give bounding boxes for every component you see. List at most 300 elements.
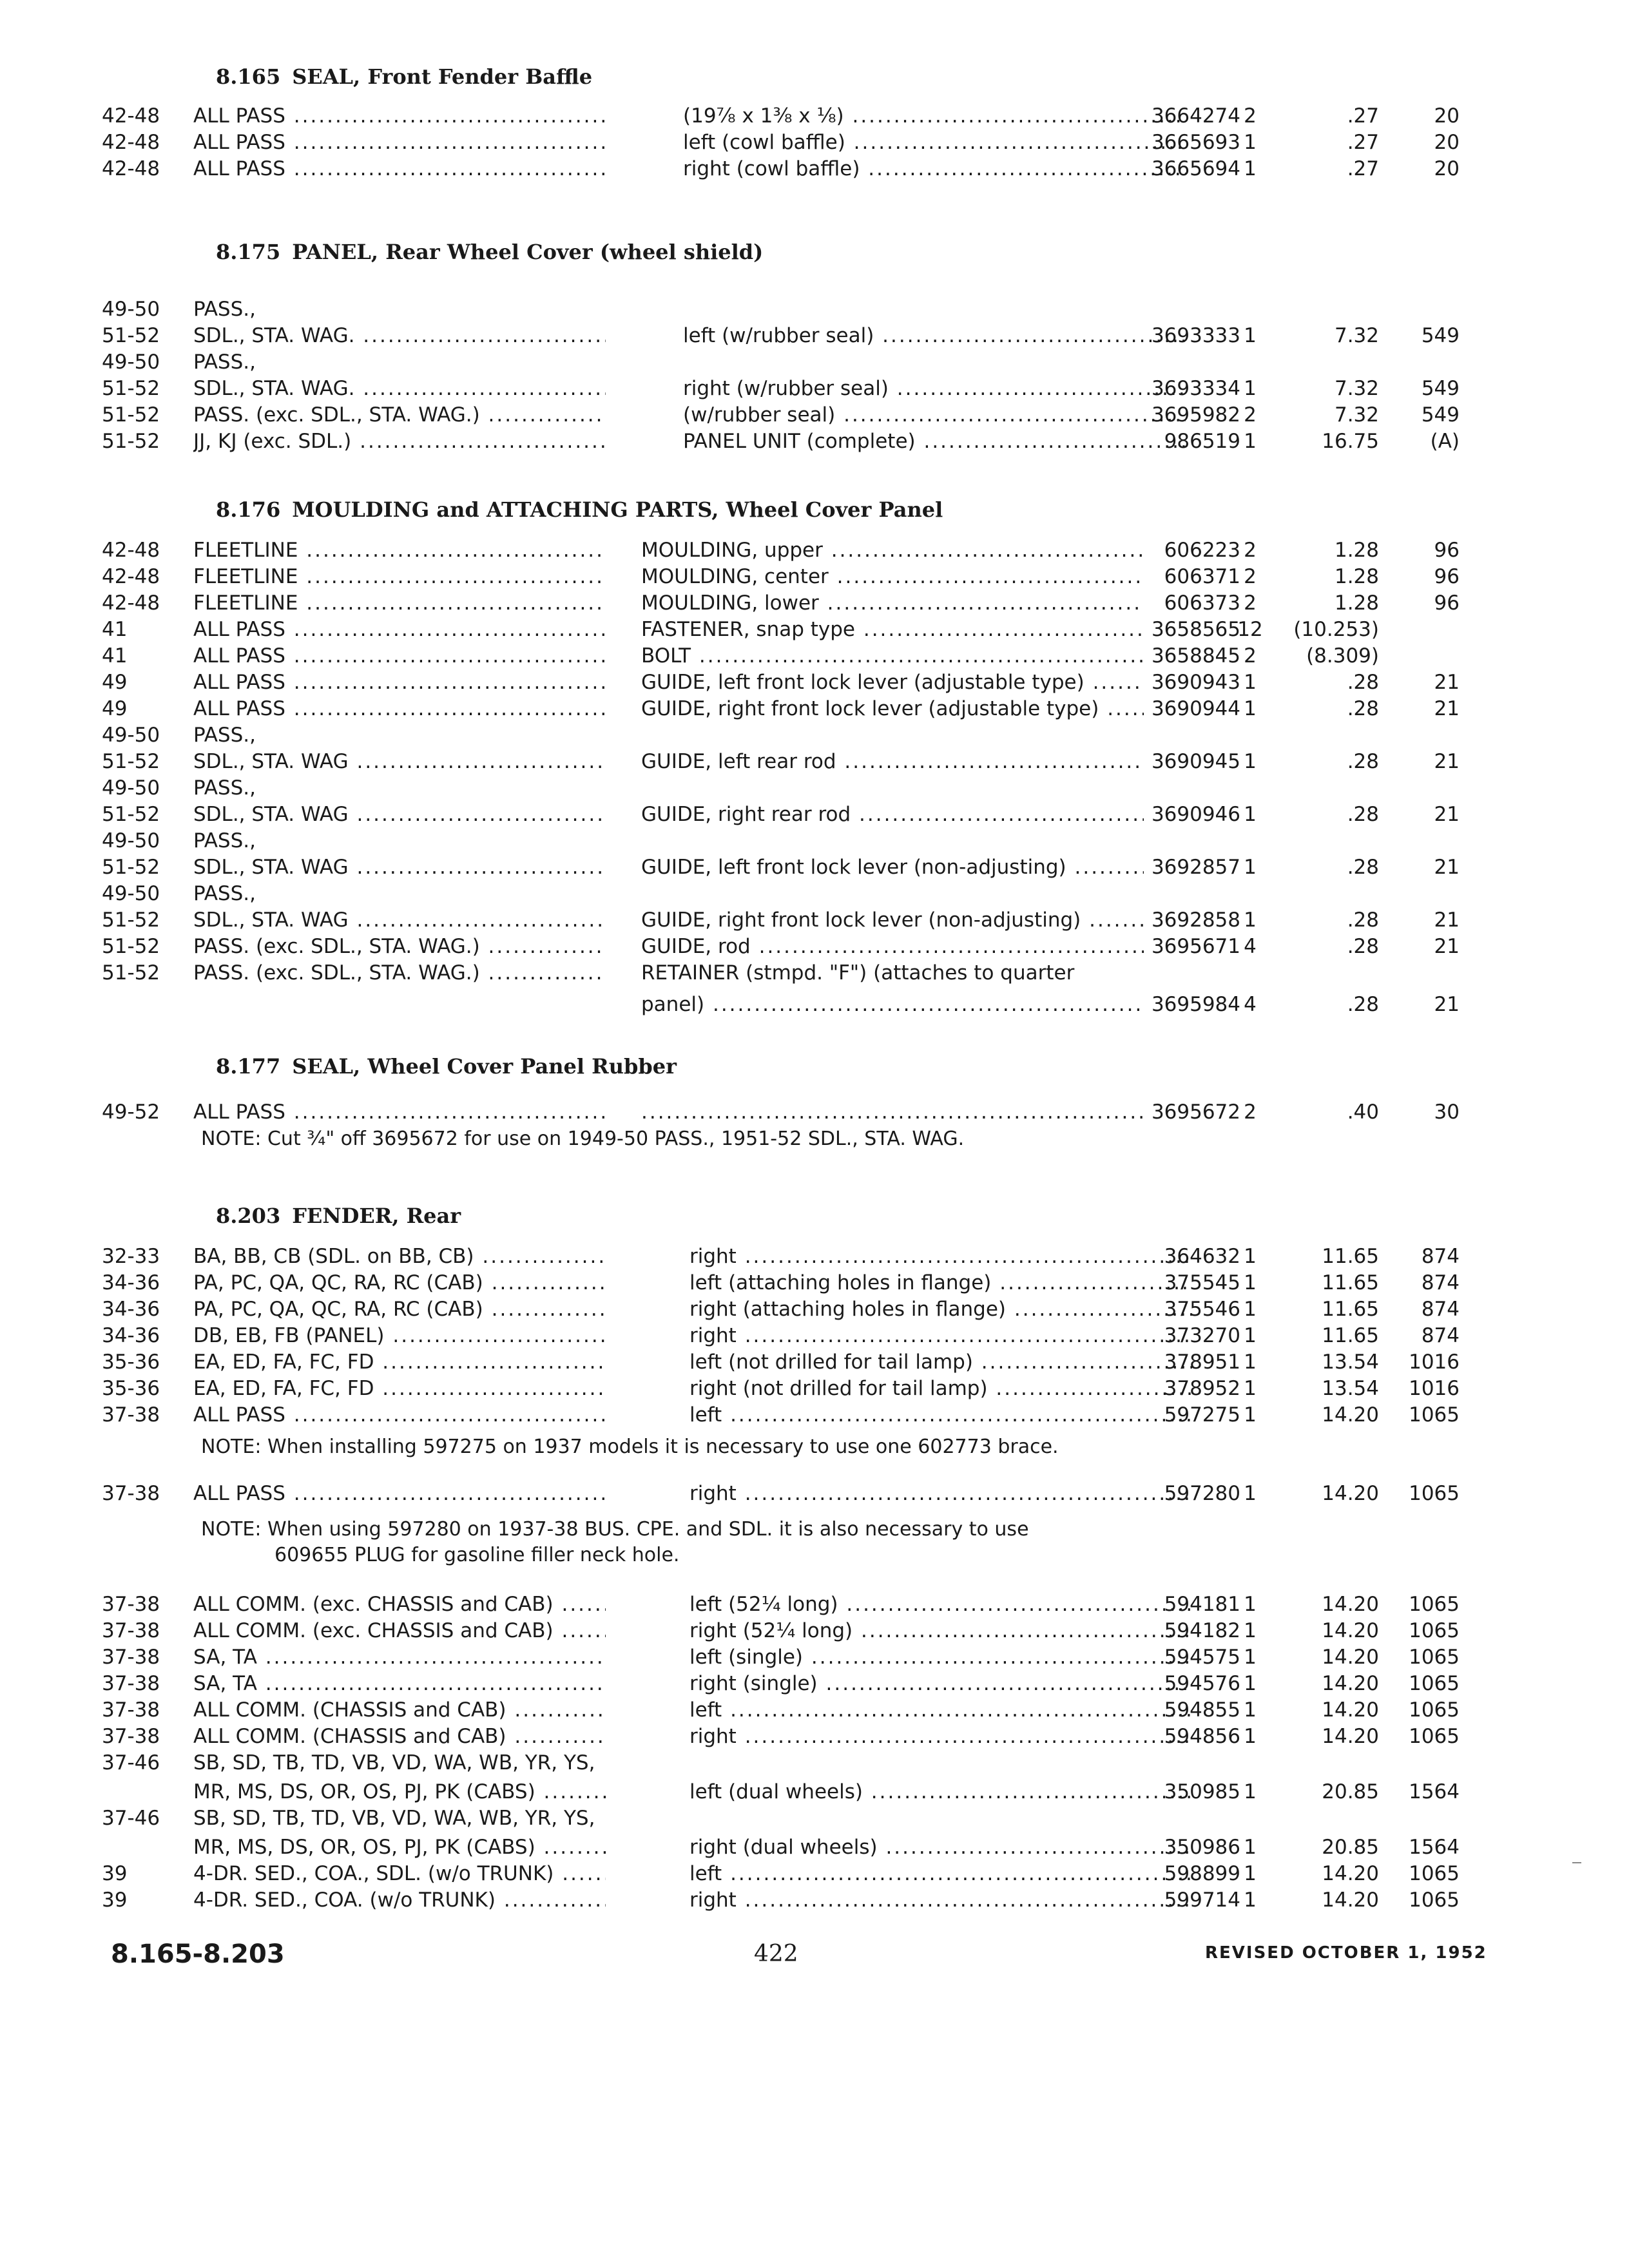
- quantity-cell: [1234, 854, 1266, 880]
- model-cell: [193, 590, 606, 616]
- price-cell-text: 7.32: [1334, 377, 1379, 400]
- part-number-cell: [1108, 907, 1240, 933]
- quantity-cell-text: 1: [1244, 324, 1257, 347]
- model-cell-text: MR, MS, DS, OR, OS, PJ, PK (CABS): [193, 1836, 535, 1859]
- year-cell: [102, 402, 186, 428]
- table-row: [0, 1376, 1629, 1401]
- year-cell-text: 34-36: [102, 1324, 160, 1347]
- part-number-cell: [1108, 1481, 1240, 1506]
- description-cell-text: panel): [641, 993, 705, 1016]
- dot-leader: [829, 565, 1144, 588]
- group-number-cell: [1385, 1697, 1460, 1723]
- price-cell: [1263, 669, 1379, 695]
- description-cell-text: right (not drilled for tail lamp): [689, 1377, 988, 1400]
- price-cell-text: .27: [1347, 157, 1379, 180]
- part-number-cell: [1108, 564, 1240, 590]
- year-cell-text: 51-52: [102, 935, 160, 958]
- year-cell-text: 42-48: [102, 565, 160, 588]
- description-cell-text: right (52¼ long): [689, 1619, 853, 1642]
- price-cell: [1263, 907, 1379, 933]
- model-cell-text: ALL PASS: [193, 671, 285, 694]
- year-cell: [102, 669, 186, 695]
- description-cell-text: left: [689, 1862, 722, 1885]
- model-cell: [193, 1697, 606, 1723]
- year-cell: [102, 1591, 186, 1617]
- part-number-cell: [1108, 1402, 1240, 1428]
- table-row: [0, 1591, 1629, 1617]
- group-number-cell: [1385, 376, 1460, 401]
- group-number-cell: [1385, 537, 1460, 563]
- model-cell: [193, 934, 606, 959]
- group-number-cell-text: 96: [1434, 565, 1460, 588]
- model-cell-text: ALL PASS: [193, 697, 285, 720]
- year-cell-text: 49-50: [102, 351, 160, 374]
- price-cell-text: 20.85: [1322, 1836, 1379, 1859]
- model-cell: [193, 1834, 606, 1860]
- note-8-177: NOTE: Cut ¾" off 3695672 for use on 1949-50 PASS., 1951-52 SDL., STA. WAG.: [201, 1128, 965, 1150]
- part-number-cell: [1108, 1296, 1240, 1322]
- model-cell: [193, 907, 606, 933]
- year-cell-text: 42-48: [102, 157, 160, 180]
- group-number-cell-text: 21: [1434, 697, 1460, 720]
- quantity-cell: [1234, 376, 1266, 401]
- year-cell-text: 37-38: [102, 1482, 160, 1505]
- part-number-cell: [1108, 1349, 1240, 1375]
- model-cell-text: ALL PASS: [193, 157, 285, 180]
- price-cell-text: 14.20: [1322, 1646, 1379, 1669]
- price-cell-text: 7.32: [1334, 403, 1379, 427]
- year-cell-text: 51-52: [102, 908, 160, 932]
- part-number-cell-text: 3692858: [1151, 908, 1240, 932]
- price-cell-text: .28: [1347, 697, 1379, 720]
- stray-ink-mark: [1572, 1862, 1581, 1863]
- year-cell: [102, 775, 186, 801]
- model-cell-text: JJ, KJ (exc. SDL.): [193, 430, 352, 453]
- description-cell-text: GUIDE, right rear rod: [641, 803, 851, 826]
- table-row: [0, 1481, 1629, 1506]
- description-cell: [641, 749, 1144, 774]
- description-cell-text: MOULDING, center: [641, 565, 829, 588]
- year-cell-text: 37-38: [102, 1646, 160, 1669]
- year-cell: [102, 907, 186, 933]
- description-cell-text: GUIDE, right front lock lever (non-adjusting): [641, 908, 1081, 932]
- table-row: [0, 1805, 1629, 1831]
- price-cell: [1263, 156, 1379, 182]
- dot-leader: [641, 1100, 1144, 1124]
- dot-leader: [554, 1862, 606, 1885]
- table-row: [0, 1834, 1629, 1860]
- year-cell: [102, 1861, 186, 1887]
- model-cell: [193, 881, 606, 907]
- description-cell-text: right (attaching holes in flange): [689, 1298, 1007, 1321]
- quantity-cell: [1234, 1099, 1266, 1125]
- price-cell-text: 13.54: [1322, 1377, 1379, 1400]
- section-heading-8-203: 8.203 FENDER, Rear: [216, 1204, 461, 1228]
- quantity-cell: [1234, 130, 1266, 155]
- dot-leader: [349, 803, 606, 826]
- quantity-cell: [1234, 590, 1266, 616]
- group-number-cell: [1385, 1861, 1460, 1887]
- group-number-cell: [1385, 1323, 1460, 1349]
- group-number-cell-text: 874: [1421, 1245, 1460, 1268]
- description-cell-text: MOULDING, lower: [641, 591, 819, 615]
- dot-leader: [554, 1593, 606, 1616]
- model-cell-text: PASS.,: [193, 829, 256, 852]
- part-number-cell-text: 378952: [1164, 1377, 1240, 1400]
- model-cell: [193, 1779, 606, 1805]
- price-cell: [1263, 1376, 1379, 1401]
- part-number-cell-text: 3695982: [1151, 403, 1240, 427]
- model-cell: [193, 960, 606, 986]
- quantity-cell: [1234, 1834, 1266, 1860]
- description-cell: [641, 617, 1144, 642]
- year-cell: [102, 590, 186, 616]
- price-cell: [1263, 934, 1379, 959]
- model-cell-text: ALL PASS: [193, 1403, 285, 1427]
- dot-leader: [285, 1482, 606, 1505]
- price-cell: [1263, 749, 1379, 774]
- year-cell: [102, 1671, 186, 1696]
- description-cell: [641, 537, 1144, 563]
- model-cell: [193, 1349, 606, 1375]
- model-cell-text: SDL., STA. WAG: [193, 803, 349, 826]
- model-cell: [193, 1805, 606, 1831]
- dot-leader: [506, 1725, 606, 1748]
- quantity-cell-text: 1: [1244, 856, 1257, 879]
- dot-leader: [554, 1619, 606, 1642]
- price-cell: [1263, 1779, 1379, 1805]
- dot-leader: [285, 697, 606, 720]
- part-number-cell-text: 364632: [1164, 1245, 1240, 1268]
- description-cell-text: left (single): [689, 1646, 804, 1669]
- table-row: [0, 669, 1629, 695]
- description-cell-text: left (not drilled for tail lamp): [689, 1350, 973, 1374]
- model-cell: [193, 1296, 606, 1322]
- model-cell-text: SDL., STA. WAG: [193, 856, 349, 879]
- table-row: [0, 907, 1629, 933]
- group-number-cell-text: 21: [1434, 993, 1460, 1016]
- quantity-cell: [1234, 1671, 1266, 1696]
- year-cell: [102, 1724, 186, 1749]
- dot-leader: [285, 131, 606, 154]
- dot-leader: [257, 1646, 606, 1669]
- price-cell-text: 14.20: [1322, 1698, 1379, 1722]
- group-number-cell: [1385, 564, 1460, 590]
- part-number-cell-text: 3658845: [1151, 644, 1240, 668]
- model-cell: [193, 349, 606, 375]
- price-cell-text: .28: [1347, 750, 1379, 773]
- year-cell: [102, 960, 186, 986]
- model-cell: [193, 156, 606, 182]
- model-cell-text: FLEETLINE: [193, 565, 298, 588]
- year-cell-text: 51-52: [102, 961, 160, 985]
- description-cell-text: right: [689, 1888, 737, 1912]
- description-cell-text: RETAINER (stmpd. "F") (attaches to quarter: [641, 961, 1075, 985]
- quantity-cell-text: 1: [1244, 1836, 1257, 1859]
- model-cell-text: PA, PC, QA, QC, RA, RC (CAB): [193, 1271, 483, 1294]
- year-cell-text: 49-50: [102, 882, 160, 905]
- year-cell-text: 49-50: [102, 829, 160, 852]
- group-number-cell: [1385, 1296, 1460, 1322]
- group-number-cell: [1385, 323, 1460, 349]
- year-cell-text: 42-48: [102, 539, 160, 562]
- price-cell: [1263, 590, 1379, 616]
- model-cell-text: 4-DR. SED., COA., SDL. (w/o TRUNK): [193, 1862, 554, 1885]
- part-number-cell: [1108, 854, 1240, 880]
- part-number-cell-text: 375546: [1164, 1298, 1240, 1321]
- model-cell: [193, 854, 606, 880]
- group-number-cell: [1385, 1402, 1460, 1428]
- quantity-cell-text: 1: [1244, 1698, 1257, 1722]
- year-cell-text: 34-36: [102, 1298, 160, 1321]
- group-number-cell-text: 21: [1434, 856, 1460, 879]
- model-cell: [193, 1671, 606, 1696]
- year-cell: [102, 428, 186, 454]
- year-cell-text: 35-36: [102, 1377, 160, 1400]
- table-row: [0, 1644, 1629, 1670]
- model-cell: [193, 103, 606, 129]
- price-cell-text: 14.20: [1322, 1725, 1379, 1748]
- description-cell-text: left (dual wheels): [689, 1780, 863, 1803]
- table-row: [0, 749, 1629, 774]
- group-number-cell-text: 21: [1434, 908, 1460, 932]
- dot-leader: [855, 618, 1144, 641]
- quantity-cell: [1234, 564, 1266, 590]
- year-cell-text: 49-52: [102, 1100, 160, 1124]
- part-number-cell-text: 350985: [1164, 1780, 1240, 1803]
- group-number-cell-text: 549: [1421, 403, 1460, 427]
- model-cell-text: PA, PC, QA, QC, RA, RC (CAB): [193, 1298, 483, 1321]
- group-number-cell: [1385, 696, 1460, 722]
- quantity-cell: [1234, 402, 1266, 428]
- group-number-cell: [1385, 590, 1460, 616]
- model-cell-text: EA, ED, FA, FC, FD: [193, 1377, 374, 1400]
- model-cell-text: ALL PASS: [193, 618, 285, 641]
- quantity-cell: [1234, 934, 1266, 959]
- table-row: [0, 617, 1629, 642]
- price-cell: [1263, 1591, 1379, 1617]
- price-cell-text: 13.54: [1322, 1350, 1379, 1374]
- price-cell-text: .28: [1347, 993, 1379, 1016]
- model-cell-text: MR, MS, DS, OR, OS, PJ, PK (CABS): [193, 1780, 535, 1803]
- part-number-cell-text: 373270: [1164, 1324, 1240, 1347]
- quantity-cell-text: 2: [1244, 403, 1257, 427]
- group-number-cell-text: 549: [1421, 377, 1460, 400]
- model-cell: [193, 323, 606, 349]
- part-number-cell: [1108, 156, 1240, 182]
- model-cell-text: PASS.,: [193, 298, 256, 321]
- year-cell: [102, 1618, 186, 1644]
- price-cell-text: 1.28: [1334, 591, 1379, 615]
- year-cell: [102, 103, 186, 129]
- part-number-cell-text: 597280: [1164, 1482, 1240, 1505]
- quantity-cell: [1234, 1296, 1266, 1322]
- year-cell-text: 51-52: [102, 430, 160, 453]
- part-number-cell: [1108, 130, 1240, 155]
- group-number-cell-text: 1065: [1409, 1619, 1460, 1642]
- year-cell-text: 37-38: [102, 1698, 160, 1722]
- dot-leader: [285, 157, 606, 180]
- description-cell-text: PANEL UNIT (complete): [683, 430, 916, 453]
- model-cell-text: SA, TA: [193, 1646, 257, 1669]
- model-cell-text: PASS. (exc. SDL., STA. WAG.): [193, 403, 480, 427]
- table-row: [0, 1099, 1629, 1125]
- section-heading-8-177: 8.177 SEAL, Wheel Cover Panel Rubber: [216, 1054, 677, 1079]
- group-number-cell-text: 1065: [1409, 1725, 1460, 1748]
- quantity-cell-text: 1: [1244, 1593, 1257, 1616]
- dot-leader: [351, 430, 606, 453]
- quantity-cell-text: 2: [1244, 591, 1257, 615]
- table-row: [0, 802, 1629, 827]
- part-number-cell-text: 3693333: [1151, 324, 1240, 347]
- group-number-cell: [1385, 1834, 1460, 1860]
- model-cell: [193, 564, 606, 590]
- price-cell-text: 7.32: [1334, 324, 1379, 347]
- model-cell-text: ALL PASS: [193, 104, 285, 128]
- price-cell-text: .28: [1347, 856, 1379, 879]
- model-cell-text: PASS.,: [193, 882, 256, 905]
- part-number-cell: [1108, 1861, 1240, 1887]
- price-cell-text: 11.65: [1322, 1324, 1379, 1347]
- year-cell-text: 49-50: [102, 298, 160, 321]
- group-number-cell: [1385, 1618, 1460, 1644]
- group-number-cell: [1385, 1887, 1460, 1913]
- part-number-cell: [1108, 1618, 1240, 1644]
- quantity-cell-text: 1: [1244, 1888, 1257, 1912]
- price-cell: [1263, 564, 1379, 590]
- part-number-cell: [1108, 323, 1240, 349]
- description-cell-text: right: [689, 1725, 737, 1748]
- model-cell-text: 4-DR. SED., COA. (w/o TRUNK): [193, 1888, 496, 1912]
- part-number-cell: [1108, 537, 1240, 563]
- section-heading-8-176: 8.176 MOULDING and ATTACHING PARTS, Wheel Cover Panel: [216, 497, 943, 522]
- model-cell: [193, 1861, 606, 1887]
- year-cell-text: 37-38: [102, 1725, 160, 1748]
- year-cell: [102, 537, 186, 563]
- dot-leader: [285, 618, 606, 641]
- year-cell-text: 42-48: [102, 131, 160, 154]
- price-cell-text: 11.65: [1322, 1298, 1379, 1321]
- group-number-cell-text: 1065: [1409, 1698, 1460, 1722]
- model-cell: [193, 296, 606, 322]
- year-cell-text: 41: [102, 644, 128, 668]
- model-cell: [193, 643, 606, 669]
- dot-leader: [349, 856, 606, 879]
- part-number-cell-text: 599714: [1164, 1888, 1240, 1912]
- table-row: [0, 590, 1629, 616]
- dot-leader: [819, 591, 1144, 615]
- year-cell: [102, 617, 186, 642]
- year-cell: [102, 854, 186, 880]
- price-cell-text: .28: [1347, 935, 1379, 958]
- part-number-cell-text: 3665694: [1151, 157, 1240, 180]
- year-cell: [102, 323, 186, 349]
- year-cell: [102, 749, 186, 774]
- description-cell-text: left (cowl baffle): [683, 131, 845, 154]
- quantity-cell-text: 1: [1244, 1619, 1257, 1642]
- group-number-cell: [1385, 802, 1460, 827]
- quantity-cell-text: 1: [1244, 157, 1257, 180]
- price-cell: [1263, 643, 1379, 669]
- group-number-cell-text: 1065: [1409, 1482, 1460, 1505]
- table-row: [0, 722, 1629, 748]
- part-number-cell: [1108, 696, 1240, 722]
- description-cell-text: left (w/rubber seal): [683, 324, 874, 347]
- quantity-cell-text: 1: [1244, 803, 1257, 826]
- part-number-cell-text: 606371: [1164, 565, 1240, 588]
- quantity-cell: [1234, 1402, 1266, 1428]
- group-number-cell-text: 1564: [1409, 1780, 1460, 1803]
- dot-leader: [496, 1888, 606, 1912]
- dot-leader: [535, 1836, 606, 1859]
- price-cell: [1263, 537, 1379, 563]
- year-cell-text: 51-52: [102, 803, 160, 826]
- year-cell: [102, 696, 186, 722]
- model-cell-text: SDL., STA. WAG.: [193, 377, 355, 400]
- quantity-cell-text: 2: [1244, 565, 1257, 588]
- table-row: [0, 775, 1629, 801]
- description-cell-text: right: [689, 1324, 737, 1347]
- group-number-cell: [1385, 749, 1460, 774]
- year-cell-text: 49-50: [102, 776, 160, 800]
- year-cell: [102, 1481, 186, 1506]
- note-8-203-a: NOTE: When installing 597275 on 1937 models it is necessary to use one 602773 brace.: [201, 1436, 1059, 1458]
- quantity-cell: [1234, 749, 1266, 774]
- price-cell-text: 1.28: [1334, 539, 1379, 562]
- group-number-cell: [1385, 1724, 1460, 1749]
- part-number-cell: [1108, 669, 1240, 695]
- part-number-cell-text: 3665693: [1151, 131, 1240, 154]
- group-number-cell-text: 1065: [1409, 1593, 1460, 1616]
- price-cell: [1263, 802, 1379, 827]
- model-cell: [193, 1481, 606, 1506]
- note-8-203-b-line2: 609655 PLUG for gasoline filler neck hole.: [275, 1544, 680, 1566]
- group-number-cell-text: 1016: [1409, 1377, 1460, 1400]
- price-cell-text: 11.65: [1322, 1245, 1379, 1268]
- model-cell: [193, 1099, 606, 1125]
- year-cell-text: 32-33: [102, 1245, 160, 1268]
- year-cell-text: 39: [102, 1888, 128, 1912]
- price-cell: [1263, 696, 1379, 722]
- model-cell: [193, 1323, 606, 1349]
- description-cell-text: GUIDE, left rear rod: [641, 750, 836, 773]
- price-cell: [1263, 1834, 1379, 1860]
- description-cell-text: right: [689, 1245, 737, 1268]
- group-number-cell: [1385, 1099, 1460, 1125]
- quantity-cell: [1234, 1697, 1266, 1723]
- quantity-cell: [1234, 1349, 1266, 1375]
- model-cell: [193, 1724, 606, 1749]
- group-number-cell-text: 21: [1434, 671, 1460, 694]
- year-cell: [102, 1349, 186, 1375]
- year-cell: [102, 1644, 186, 1670]
- quantity-cell-text: 1: [1244, 1245, 1257, 1268]
- table-row: [0, 1296, 1629, 1322]
- quantity-cell: [1234, 802, 1266, 827]
- price-cell-text: 16.75: [1322, 430, 1379, 453]
- description-cell-text: right (single): [689, 1672, 818, 1695]
- table-row: [0, 934, 1629, 959]
- group-number-cell: [1385, 1591, 1460, 1617]
- quantity-cell: [1234, 1618, 1266, 1644]
- price-cell: [1263, 1861, 1379, 1887]
- quantity-cell-text: 1: [1244, 1324, 1257, 1347]
- year-cell-text: 51-52: [102, 377, 160, 400]
- group-number-cell: [1385, 1779, 1460, 1805]
- year-cell-text: 42-48: [102, 104, 160, 128]
- quantity-cell-text: 1: [1244, 377, 1257, 400]
- table-row: [0, 1402, 1629, 1428]
